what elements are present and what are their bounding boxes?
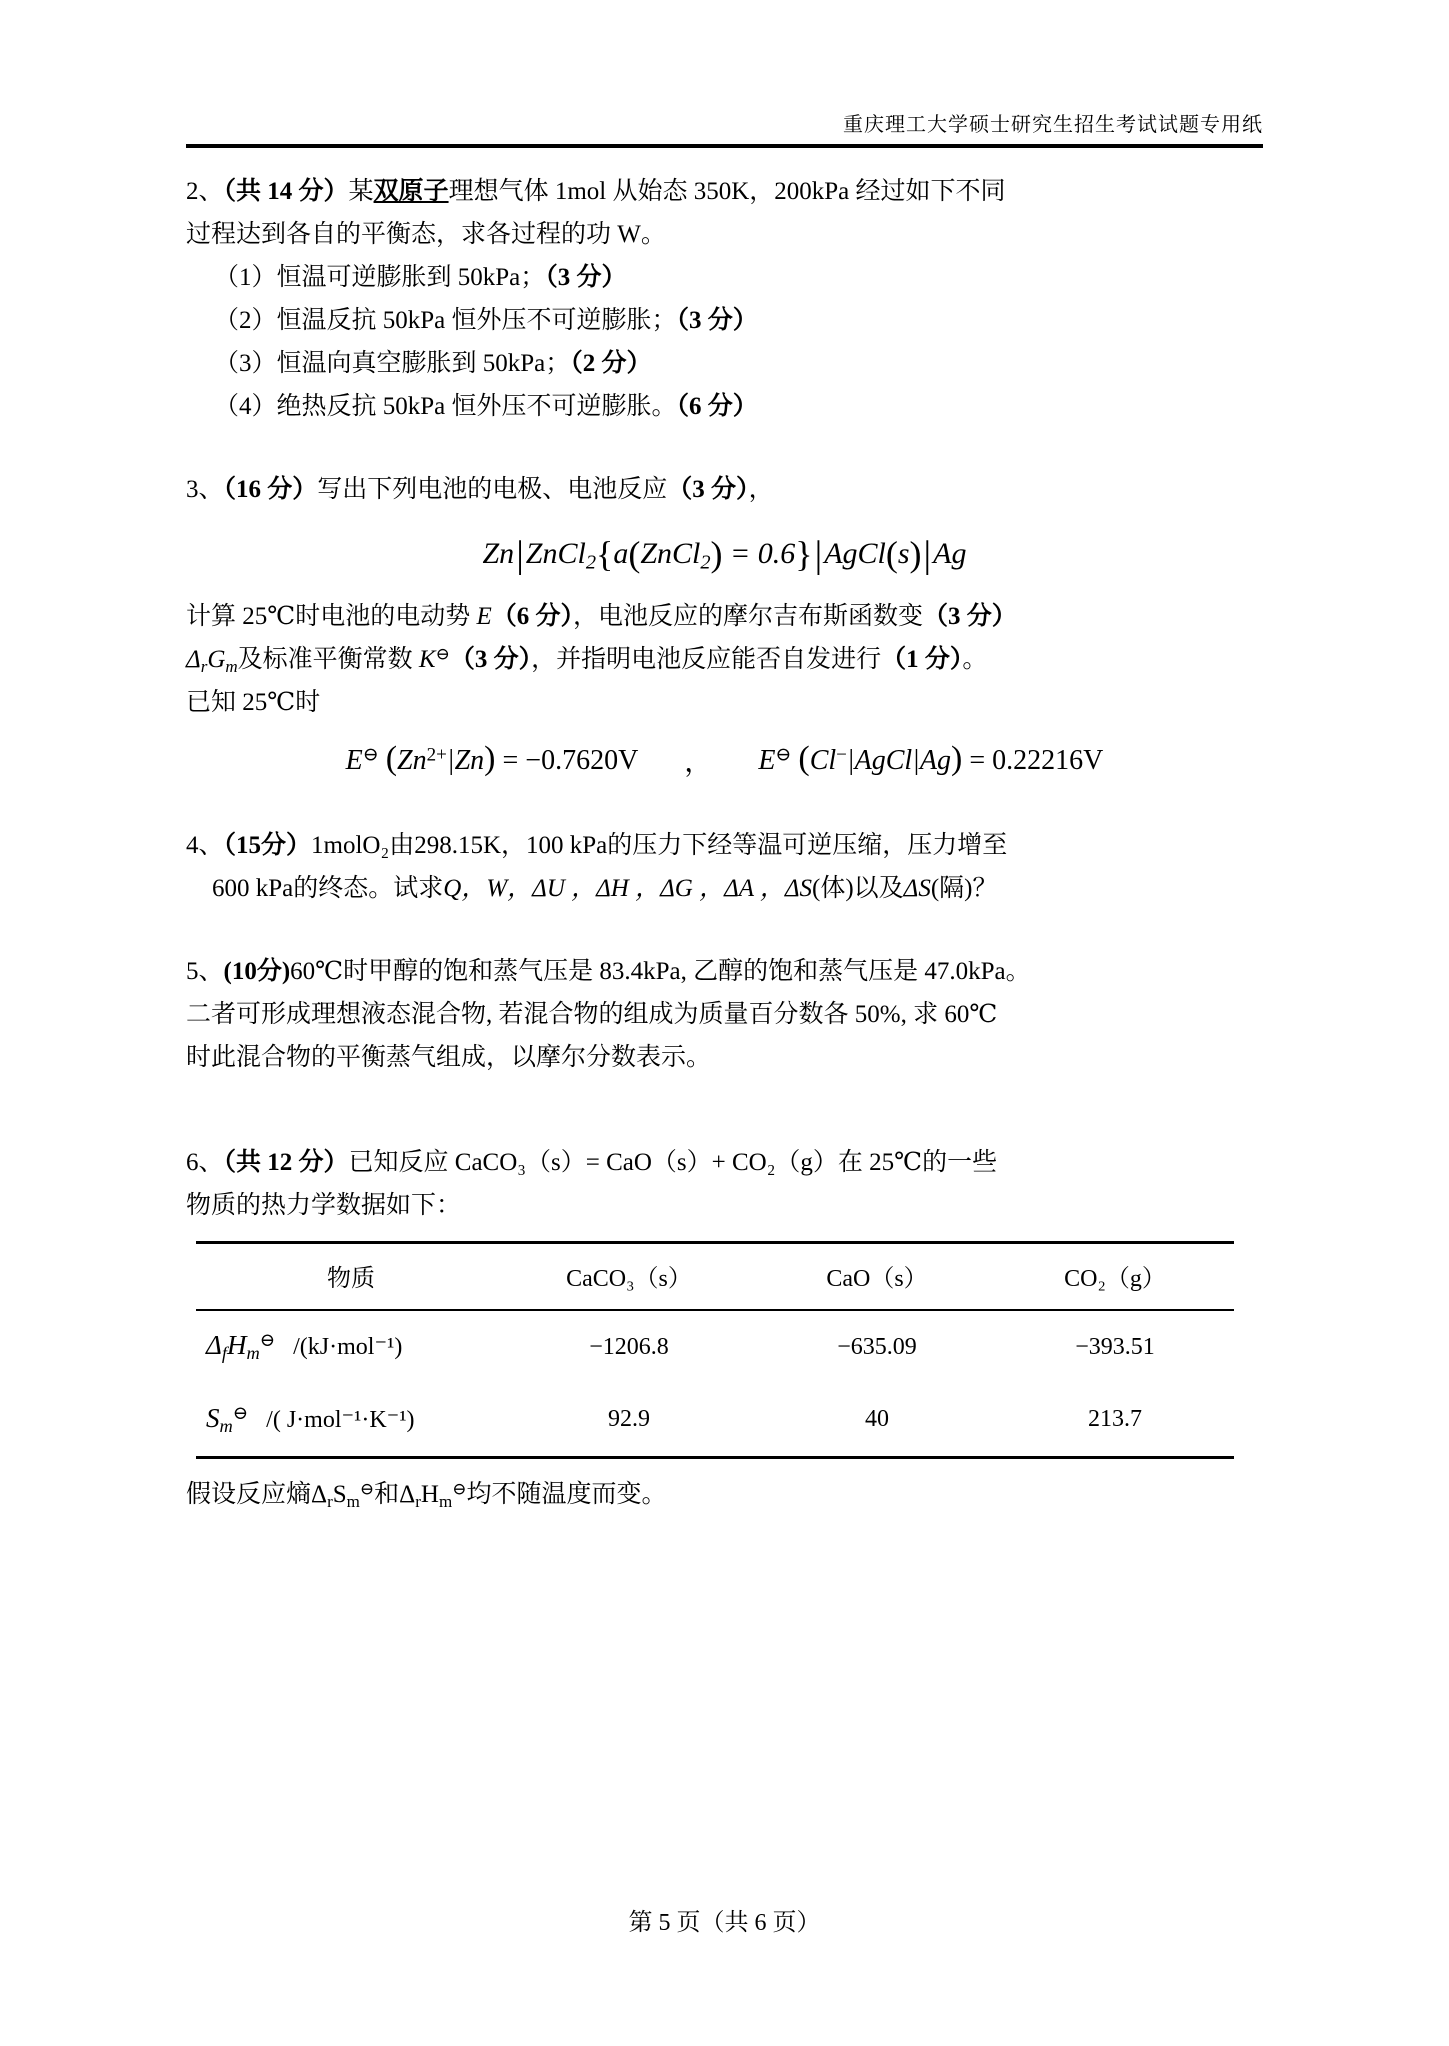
column-header-caco3: CaCO₃（s） [566,1266,692,1292]
spacer-after-q5 [186,1085,1263,1141]
q2-lead-b: 理想气体 1mol 从始态 350K，200kPa 经过如下不同 [448,178,1006,205]
q2-item3-label: （3） [214,350,277,377]
q4-score: （15分） [223,832,312,859]
table-header-row [196,1243,1234,1311]
cell-notation-equation: Zn|ZnCl$_2${a(ZnCl$_2$) = 0.6}|AgCl(s)|Ag [482,534,967,576]
question-5-line-1 [186,950,1263,993]
q2-item2-text: 恒温反抗 50kPa 恒外压不可逆膨胀； [276,307,677,334]
delta-f-hm-symbol: $\Delta_fH_m^⊖$ [206,1330,276,1364]
question-2-line-2: 过程达到各自的平衡态，求各过程的功 W。 [186,221,666,248]
q6-text-1: 已知反应 CaCO₃（s）= CaO（s）+ CO₂（g）在 25℃的一些 [348,1149,998,1176]
column-header-cao: CaO（s） [826,1266,928,1292]
spacer-after-table [186,1459,1263,1473]
question-3 [186,468,1263,780]
question-3-line-3 [186,638,1263,681]
q5-score: (10分) [223,958,291,985]
q3-number: 3、 [186,476,224,503]
q4-math-symbols-2: ΔS [903,875,931,902]
q3-score: （16 分） [223,476,318,503]
q3-line-b1: 及标准平衡常数 [237,646,419,673]
q4-text-1: 1molO₂由298.15K，100 kPa的压力下经等温可逆压缩，压力增至 [311,832,1008,859]
cell-entropy-caco3: 92.9 [608,1406,650,1433]
question-2-item-4 [186,385,1263,428]
question-2-item-3 [186,342,1263,385]
q4-number: 4、 [186,832,224,859]
question-4-line-2 [186,867,1263,910]
question-6 [186,1141,1263,1516]
entropy-units: /( J·mol⁻¹·K⁻¹) [266,1406,415,1433]
q3-line-a4: （3 分） [923,603,1017,630]
table-row [196,1383,1234,1457]
standard-potentials-row [186,740,1263,780]
question-6-note: 假设反应熵$\Delta_rS_m^⊖$和$\Delta_rH_m^⊖$均不随温度而变。 [186,1479,667,1511]
q4-text-2e: (隔)？ [930,875,998,902]
q2-item3-text: 恒温向真空膨胀到 50kPa； [276,350,571,377]
q5-text-1: 60℃时甲醇的饱和蒸气压是 83.4kPa, 乙醇的饱和蒸气压是 47.0kPa。 [290,958,1031,985]
spacer-after-q3 [186,790,1263,824]
question-4-line-1 [186,824,1263,867]
page-header-title: 重庆理工大学硕士研究生招生考试试题专用纸 [843,114,1263,136]
q3-emf-symbol: E [476,603,492,630]
q3-line-a3: ，电池反应的摩尔吉布斯函数变 [573,603,924,630]
q3-line-b3: ，并指明电池反应能否自发进行 [531,646,882,673]
q2-item2-score: （3 分） [676,307,758,334]
q3-trailer: ， [748,476,774,503]
enthalpy-units: /(kJ·mol⁻¹) [293,1334,403,1361]
question-5-line-2: 二者可形成理想液态混合物, 若混合物的组成为质量百分数各 50%, 求 60℃ [186,1001,998,1028]
q3-line-a2: （6 分） [491,603,574,630]
cell-entropy-co2: 213.7 [1088,1406,1142,1433]
q2-score: （共 14 分） [223,178,349,205]
question-2-item-2 [186,299,1263,342]
question-5 [186,950,1263,1079]
spacer-after-q2 [186,434,1263,468]
q2-lead-a: 某 [348,178,374,205]
q2-item4-score: （6 分） [676,393,758,420]
q3-k-symbol: K⊖ [418,644,450,673]
delta-r-gm-symbol: $\Delta_rG_m$ [186,646,238,676]
question-3-line-2 [186,595,1263,638]
cell-enthalpy-cao: −635.09 [837,1333,917,1360]
q3-line-a1: 计算 25℃时电池的电动势 [186,603,477,630]
q2-item2-label: （2） [214,307,277,334]
q2-item1-label: （1） [214,264,277,291]
header-divider [186,144,1263,148]
sm-symbol: $S_m^⊖$ [206,1402,249,1436]
table-header [196,1243,1234,1311]
question-3-line-1 [186,468,1263,511]
q2-item1-score: （3 分） [545,264,627,291]
q3-line-b2: （3 分） [449,646,532,673]
question-6-line-1 [186,1141,1263,1184]
question-2-item-1 [186,256,1263,299]
table-row [196,1310,1234,1383]
cell-enthalpy-caco3: −1206.8 [589,1333,669,1360]
question-2-line-1 [186,170,1263,213]
q4-text-2c: (体)以及 [812,875,904,902]
row-header-entropy [196,1383,500,1457]
question-3-known-line: 已知 25℃时 [186,689,321,716]
q3-line-b5: 。 [962,646,988,673]
q4-math-symbols: Q，W，ΔU ，ΔH ，ΔG ，ΔA ，ΔS [443,875,812,902]
q2-number: 2、 [186,178,224,205]
q3-line-b4: （1 分） [881,646,963,673]
q2-item3-score: （2 分） [570,350,652,377]
page-footer: 第 5 页（共 6 页） [628,1910,821,1936]
column-header-co2: CO₂（g） [1064,1266,1166,1292]
q6-number: 6、 [186,1149,224,1176]
document-body [186,170,1263,1522]
standard-potential-zn: E⊖ $(Zn^{2+}|Zn) = -0.7620V$ [345,740,639,777]
q6-score: （共 12 分） [223,1149,349,1176]
spacer-after-q4 [186,916,1263,950]
q2-item4-label: （4） [214,393,277,420]
question-2 [186,170,1263,428]
q3-text: 写出下列电池的电极、电池反应 [317,476,668,503]
thermodynamic-data-table [196,1241,1234,1459]
q3-score-inline: （3 分） [667,476,749,503]
question-4 [186,824,1263,910]
potentials-separator: ， [684,747,713,778]
standard-potential-agcl: E⊖ (Cl−|AgCl|Ag) = 0.22216V [758,740,1104,777]
q5-number: 5、 [186,958,224,985]
q2-emphasis: 双原子 [373,178,449,205]
question-5-line-3: 时此混合物的平衡蒸气组成，以摩尔分数表示。 [186,1044,712,1071]
question-6-line-2: 物质的热力学数据如下： [186,1192,462,1219]
column-header-substance: 物质 [327,1266,375,1292]
cell-enthalpy-co2: −393.51 [1075,1333,1155,1360]
q4-text-2a: 600 kPa的终态。试求 [212,875,444,902]
q2-item1-text: 恒温可逆膨胀到 50kPa； [276,264,546,291]
q2-item4-text: 绝热反抗 50kPa 恒外压不可逆膨胀。 [276,393,677,420]
row-header-enthalpy [196,1310,500,1383]
table-body [196,1310,1234,1457]
cell-entropy-cao: 40 [865,1406,889,1433]
